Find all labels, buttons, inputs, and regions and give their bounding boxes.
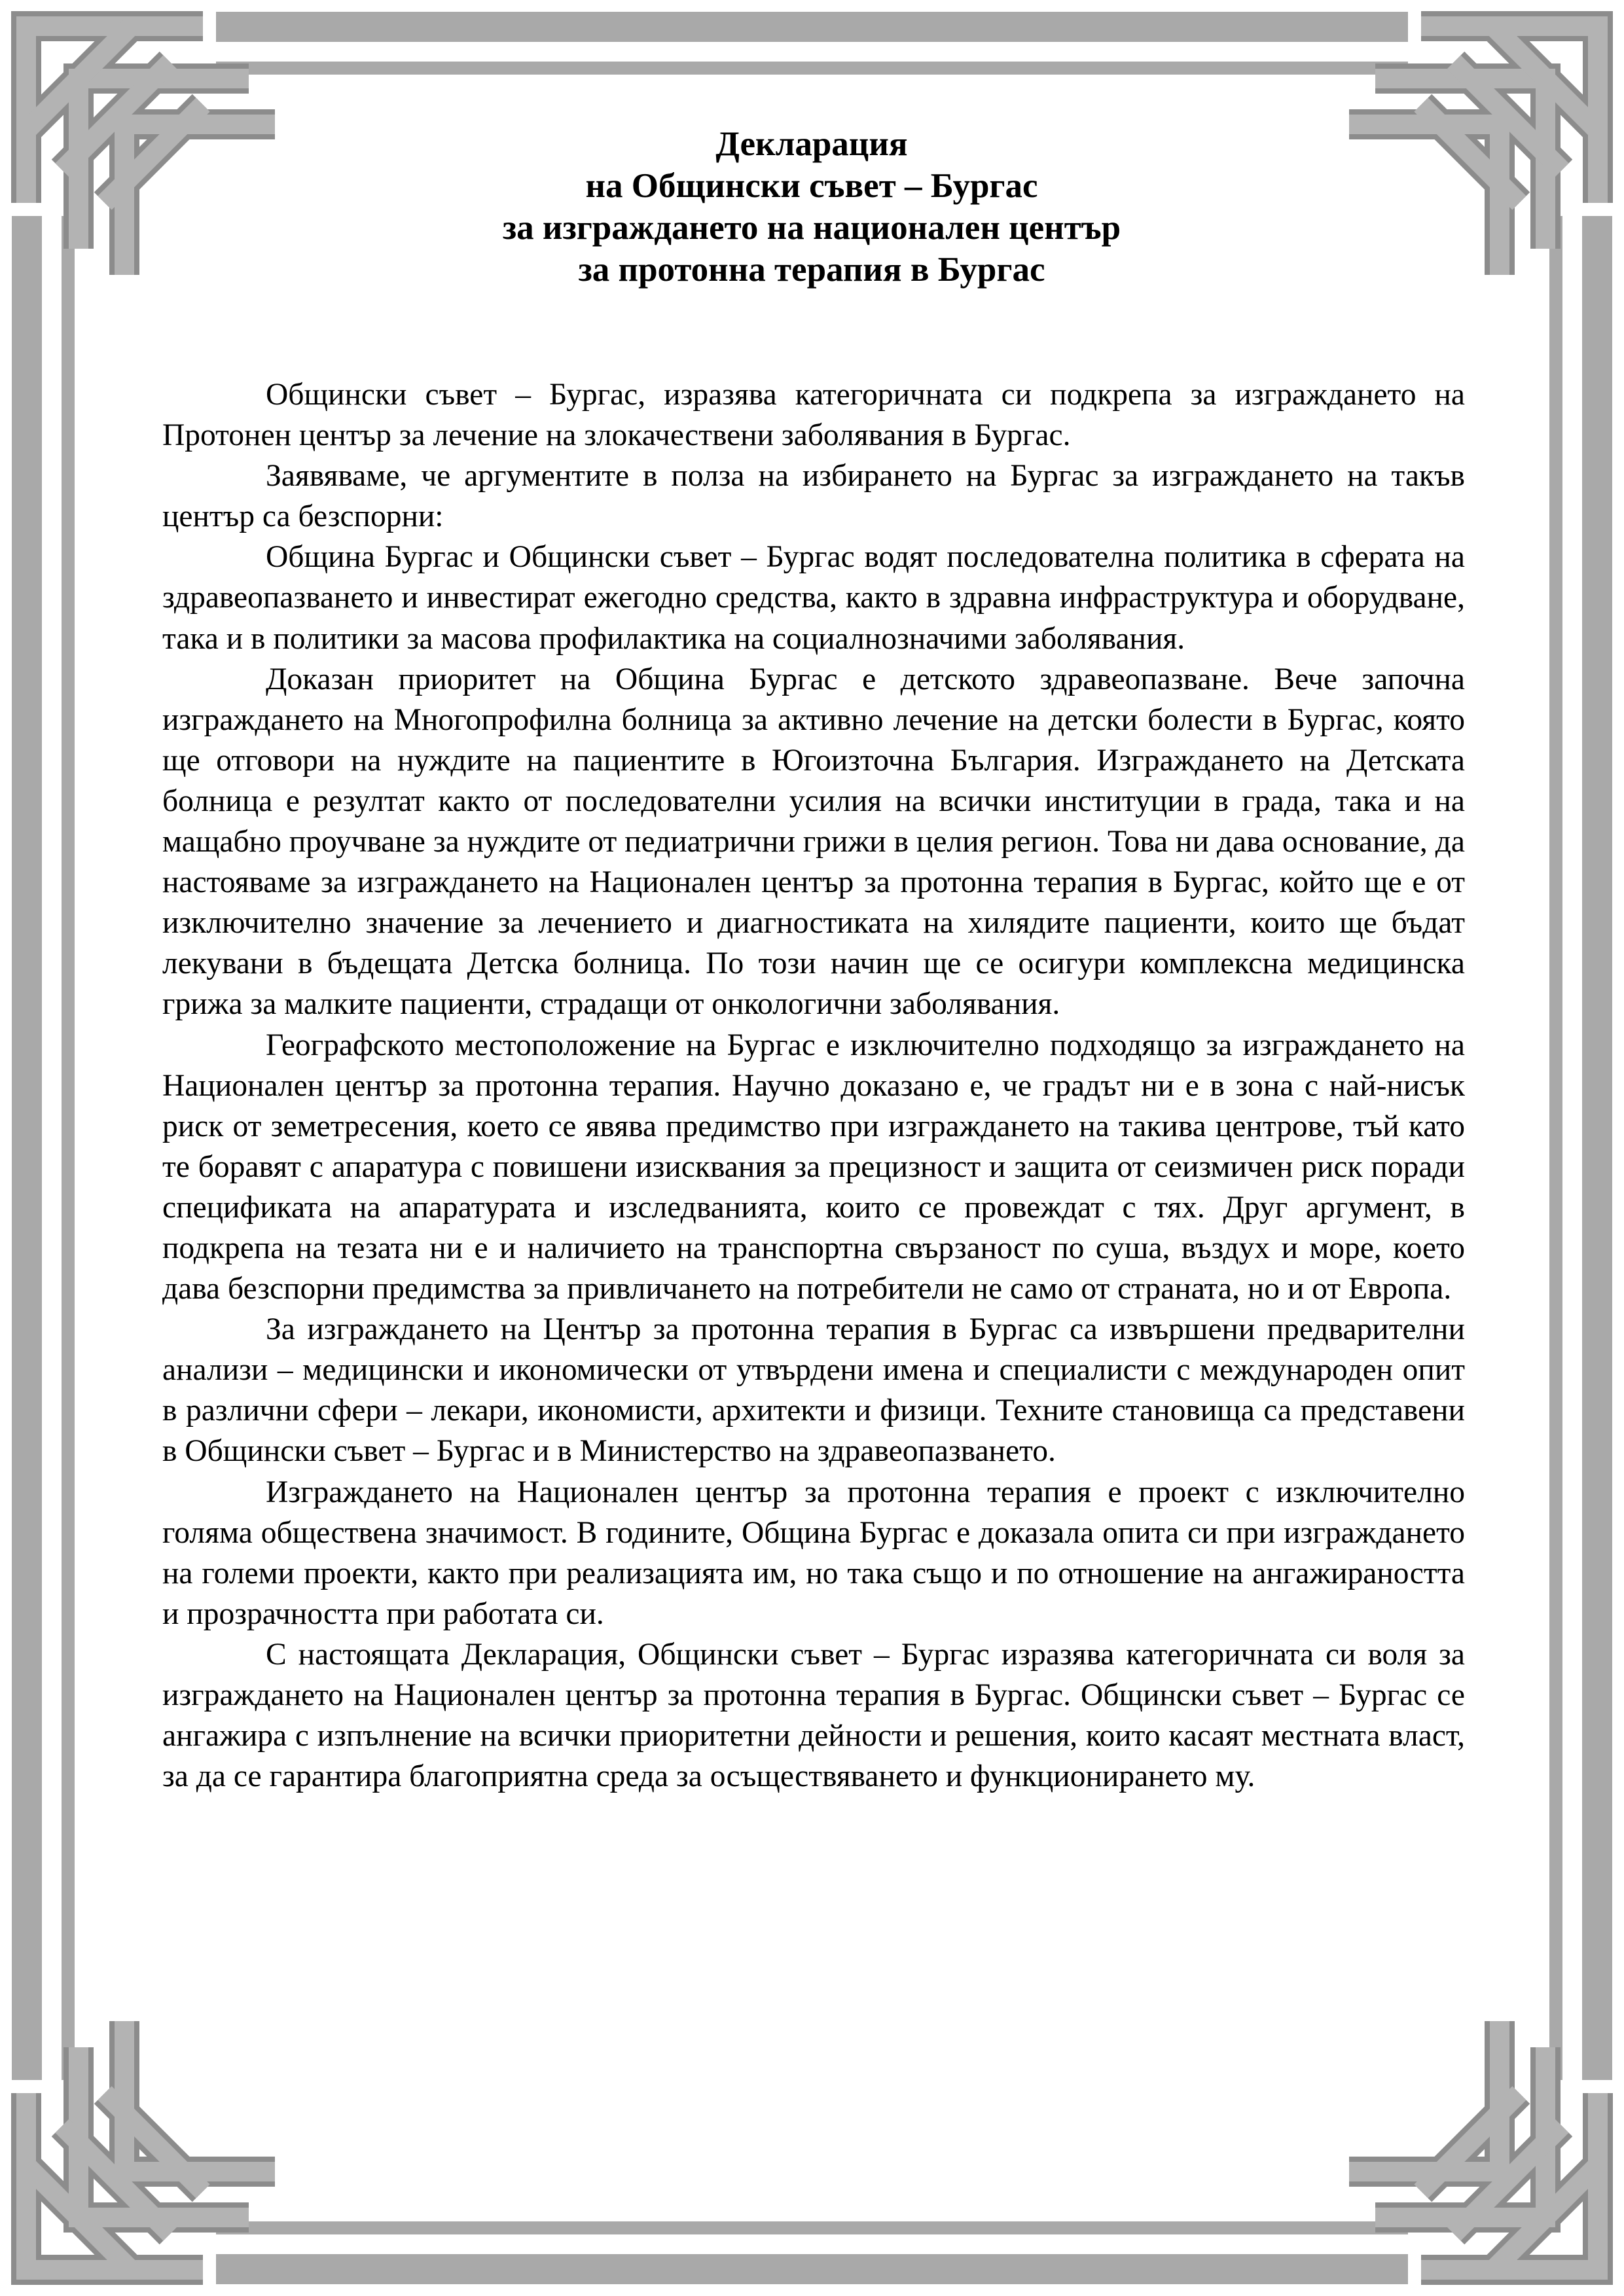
title-line-2: на Общински съвет – Бургас — [585, 167, 1038, 205]
paragraph-8: С настоящата Декларация, Общински съвет – Бургас изразява категоричната си воля за изграждането на Национален център за протонна терапия в Бургас. Общински съвет – Бургас се ангажира с изпълнение на всички приоритетни дейности и решения, които касаят местната власт, за да се гарантира благоприятна среда за осъществяването и функционирането му. — [162, 1637, 1465, 1794]
document-title — [164, 123, 1460, 291]
paragraph-3: Община Бургас и Общински съвет – Бургас водят последователна политика в сферата на здравеопазването и инвестират ежегодно средства, както в здравна инфраструктура и оборудване, така и в политики за масова профилактика на социалнозначими заболявания. — [162, 540, 1465, 656]
title-line-3: за изграждането на национален център — [502, 209, 1121, 247]
paragraph-5: Географското местоположение на Бургас е изключително подходящо за изграждането на Национален център за протонна терапия. Научно доказано е, че градът ни е в зона с най-нисък риск от земетресения, което се явява предимство при изграждането на такива центрове, тъй като те боравят с апаратура с повишени изисквания за прецизност и защита от сеизмичен риск поради спецификата на апаратурата и изследванията, които се провеждат с тях. Друг аргумент, в подкрепа на тезата ни е и наличието на транспортна свързаност по суша, въздух и море, което дава безспорни предимства за привличането на потребители не само от страната, но и от Европа. — [162, 1028, 1465, 1306]
paragraph-2: Заявяваме, че аргументите в полза на избирането на Бургас за изграждането на такъв център са безспорни: — [162, 459, 1465, 534]
paragraph-6: За изграждането на Център за протонна терапия в Бургас са извършени предварителни анализи – медицински и икономически от утвърдени имена и специалисти с международен опит в различни сфери – лекари, икономисти, архитекти и физици. Техните становища са представени в Общински съвет – Бургас и в Министерство на здравеопазването. — [162, 1312, 1465, 1469]
paragraph-4: Доказан приоритет на Община Бургас е детското здравеопазване. Вече започна изграждането на Многопрофилна болница за активно лечение на детски болести в Бургас, която ще отговори на нуждите на пациентите в Югоизточна България. Изграждането на Детската болница е резултат както от последователни усилия на всички институции в града, така и на мащабно проучване за нуждите от педиатрични грижи в целия регион. Това ни дава основание, да настояваме за изграждането на Национален център за протонна терапия в Бургас, който ще е от изключително значение за лечението и диагностиката на хилядите пациенти, които ще бъдат лекувани в бъдещата Детска болница. По този начин ще се осигури комплексна медицинска грижа за малките пациенти, страдащи от онкологични заболявания. — [162, 662, 1465, 1022]
document-body — [162, 374, 1465, 1797]
paragraph-1: Общински съвет – Бургас, изразява категоричната си подкрепа за изграждането на Протонен център за лечение на злокачествени заболявания в Бургас. — [162, 378, 1465, 453]
title-line-4: за протонна терапия в Бургас — [578, 251, 1045, 289]
title-line-1: Декларация — [715, 125, 908, 163]
paragraph-7: Изграждането на Национален център за протонна терапия е проект с изключително голяма обществена значимост. В годините, Община Бургас е доказала опита си при изграждането на големи проекти, както при реализацията им, но така също и по отношение на ангажираността и прозрачността при работата си. — [162, 1475, 1465, 1631]
